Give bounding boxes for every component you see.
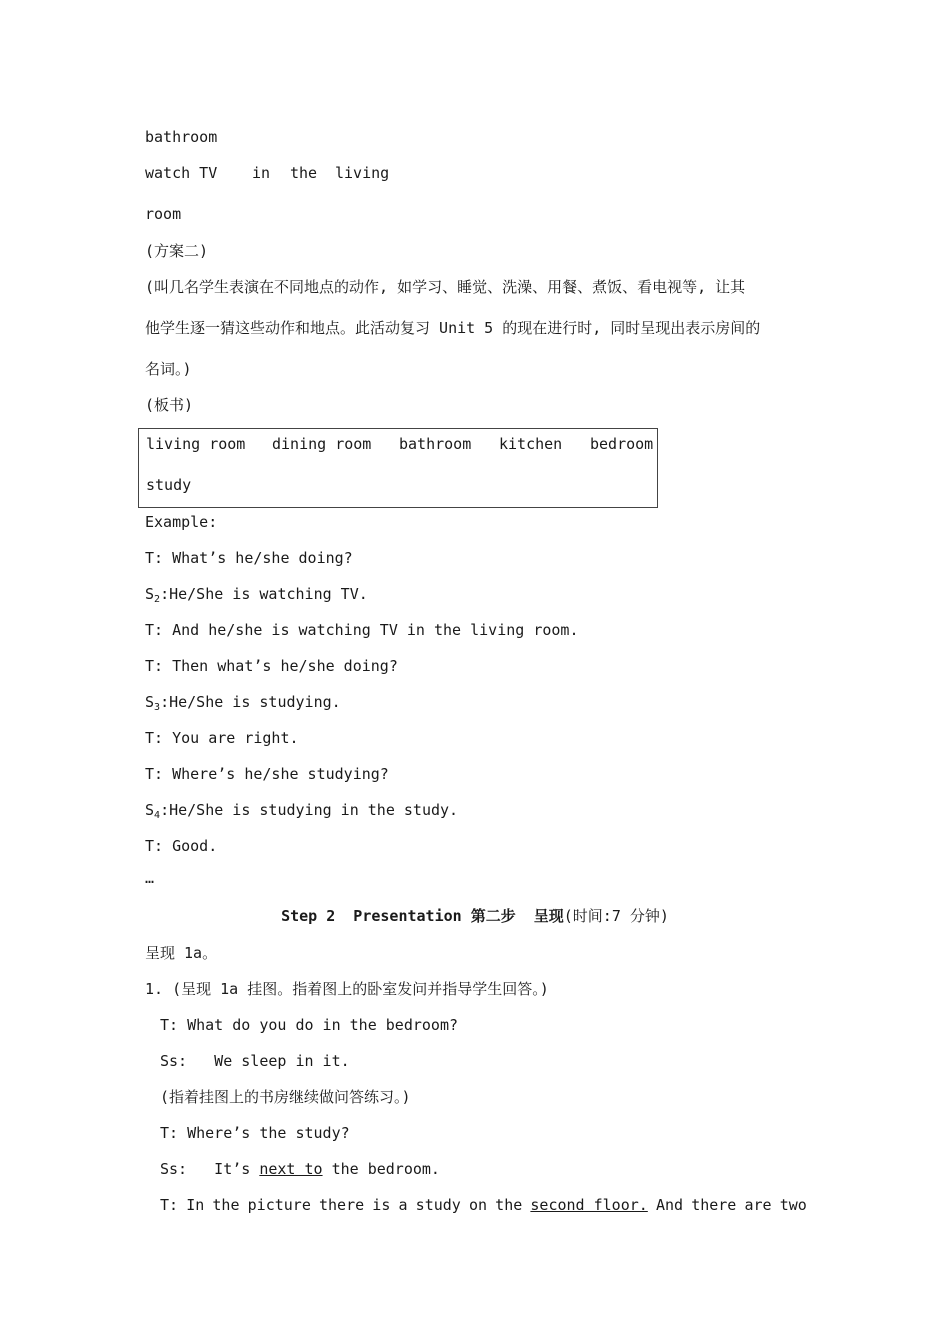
word: a [398, 1196, 408, 1214]
text-line: room [145, 205, 182, 223]
phrase: in [252, 164, 271, 182]
board-word: kitchen [499, 435, 563, 453]
word: the [495, 1196, 523, 1214]
board-label: (板书) [145, 396, 194, 414]
phrase: watch TV [145, 164, 218, 182]
dialogue-line: T: What’s he/she doing? [145, 549, 353, 567]
speaker: S [145, 585, 155, 603]
dialogue-line: T: You are right. [145, 729, 299, 747]
instruction-line: 1. (呈现 1a 挂图。指着图上的卧室发问并指导学生回答。) [145, 980, 549, 998]
dialogue-line [160, 1195, 807, 1215]
word: In [186, 1196, 205, 1214]
word: on [468, 1196, 488, 1214]
word: there [319, 1196, 365, 1214]
word: the [212, 1196, 240, 1214]
word: are [744, 1196, 772, 1214]
board-word: bedroom [590, 435, 654, 453]
word: study [415, 1196, 461, 1214]
phrase: the [290, 164, 318, 182]
blackboard-box [138, 428, 658, 508]
dialogue-text: :He/She is studying in the study. [160, 801, 459, 819]
dialogue-line: T: Where’s he/she studying? [145, 765, 389, 783]
instruction-line: (叫几名学生表演在不同地点的动作, 如学习、睡觉、洗澡、用餐、煮饭、看电视等, 让其 [145, 278, 746, 296]
speaker: S [145, 693, 155, 711]
dialogue-line: T: What do you do in the bedroom? [160, 1016, 459, 1034]
word: two [779, 1196, 807, 1214]
instruction-line: (指着挂图上的书房继续做问答练习。) [160, 1088, 411, 1106]
speaker-number: 2 [154, 594, 161, 605]
plan-label: (方案二) [145, 242, 209, 260]
text-line: bathroom [145, 128, 218, 146]
example-label: Example: [145, 513, 218, 531]
board-word: dining room [272, 435, 372, 453]
speaker-number: 4 [154, 810, 161, 821]
word: is [372, 1196, 391, 1214]
word: there [691, 1196, 737, 1214]
speaker-number: 3 [154, 702, 161, 713]
dialogue-line: T: Good. [145, 837, 218, 855]
word: T: [160, 1196, 179, 1214]
dialogue-line: T: Where’s the study? [160, 1124, 350, 1142]
step-title: Step 2 Presentation 第二步 呈现 [281, 907, 564, 925]
dialogue-text: Ss: It’s [160, 1160, 260, 1178]
speaker: S [145, 801, 155, 819]
instruction-line: 他学生逐一猜这些动作和地点。此活动复习 Unit 5 的现在进行时, 同时呈现出表示房间的 [145, 319, 761, 337]
dialogue-line: T: And he/she is watching TV in the living room. [145, 621, 579, 639]
step-heading [0, 906, 950, 926]
dialogue-text: :He/She is studying. [160, 693, 341, 711]
underlined-phrase: next to [259, 1160, 323, 1178]
dialogue-line [145, 800, 458, 826]
board-word: study [146, 476, 192, 494]
phrase: living [335, 164, 390, 182]
dialogue-line: Ss: We sleep in it. [160, 1052, 350, 1070]
instruction-line: 名词。) [145, 360, 192, 378]
dialogue-line [160, 1159, 440, 1179]
step-duration: (时间:7 分钟) [563, 907, 669, 925]
dialogue-text: :He/She is watching TV. [160, 585, 368, 603]
dialogue-text: the bedroom. [322, 1160, 440, 1178]
board-word: living room [146, 435, 246, 453]
text-line: 呈现 1a。 [145, 944, 218, 962]
underlined-phrase: second floor. [530, 1196, 648, 1214]
dialogue-line: T: Then what’s he/she doing? [145, 657, 398, 675]
word: picture [247, 1196, 311, 1214]
dialogue-line [145, 692, 341, 718]
dialogue-line [145, 584, 368, 610]
text-line [145, 163, 390, 183]
board-word: bathroom [399, 435, 472, 453]
word: And [655, 1196, 684, 1214]
ellipsis: … [145, 869, 155, 887]
